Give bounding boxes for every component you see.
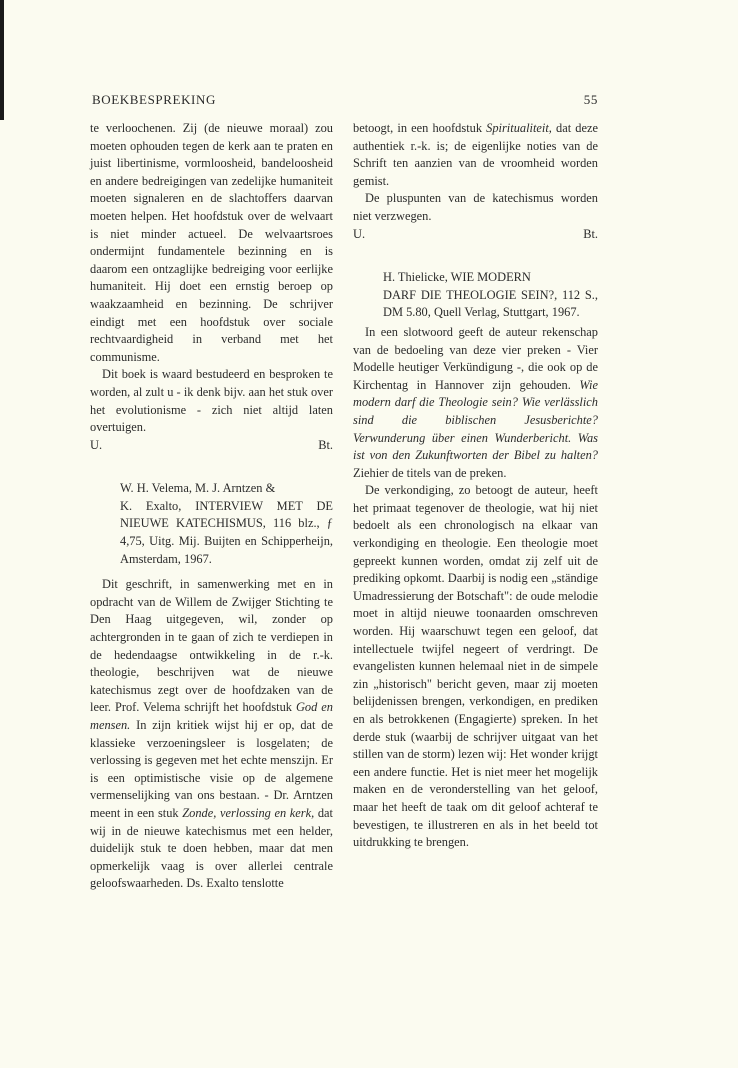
page-number: 55 xyxy=(583,92,598,107)
text-run: dat wij in de nieuwe katechismus met een helder, duidelijk stuk te doen hebben, maar dat men opmerkelijk vaag is over allerlei centrale geloofswaarheden. Ds. Exalto tenslotte xyxy=(90,805,333,891)
section-title: BOEKBESPREKING xyxy=(92,92,216,107)
text-run: In zijn kritiek wijst hij er op, dat de klassieke verzoeningsleer is losgelaten; de verlossing is gegeven met het echte menszijn. Er is een optimistische visie op de algemene vermenselijking van ons bestaan. - Dr. Arntzen meent in een stuk xyxy=(90,718,333,820)
text-run: betoogt, in een hoofdstuk xyxy=(353,121,487,135)
chapter-title: Zonde, verlossing en kerk, xyxy=(182,805,315,820)
paragraph xyxy=(353,324,598,482)
scan-edge-mark xyxy=(0,0,4,120)
paragraph xyxy=(90,576,333,893)
citation-details: DARF DIE THEOLOGIE SEIN?, 112 S., DM 5.80, Quell Verlag, Stuttgart, 1967. xyxy=(383,287,598,320)
paragraph: De verkondiging, zo betoogt de auteur, heeft het primaat tegenover de theologie, wat hij niet bedoelt als een chronologisch na elkaar van verkondiging en theologie. Een theologie moet gepreekt kunnen worden, omdat zij zelf uit de prediking opkomt. Daarbij is nodig een „ständige Umadressierung der Botschaft": de oude melodie moet in altijd nieuwe toonaarden omschreven worden. Hij waarschuwt tegen een geloof, dat intellectuele twijfel negeert of verdringt. De evangelisten kunnen helemaal niet in de simpele zin „historisch" bericht geven, maar zij moeten belijdenissen brengen, verkondigen, en prediken en als betrokkenen (Engagierte) spreken. In het derde stuk (waarbij de schrijver uitgaat van het stillen van de storm) lezen wij: Het wonder krijgt een andere functie. Het is niet meer het mogelijk maken en de veronderstelling van het geloof, maar het heeft de taak om dit geloof achteraf te bevestigen, te illustreren en als in het beeld tot uitdrukking te brengen. xyxy=(353,483,598,850)
text-run: Ziehier de titels van de preken. xyxy=(353,465,507,480)
left-column xyxy=(90,120,333,893)
right-column xyxy=(353,120,598,852)
paragraph: te verloochenen. Zij (de nieuwe moraal) zou moeten ophouden tegen de kerk aan te praten en juist libertinisme, vormloosheid, bandeloosheid en andere bedreigingen van zedelijke humaniteit moeten signaleren en de slachtoffers daarvan moeten helpen. Het hoofdstuk over de welvaart is niet minder actueel. De welvaartsroes ondermijnt fundamentele bezinning en is daarom een ontzaglijke bedreiging voor eerlijke humaniteit. Hij doet een ernstig beroep op waakzaamheid en bezinning. De schrijver eindigt met een hoofdstuk over sociale rechtvaardigheid in verband met het communisme. xyxy=(90,121,333,364)
citation-authors: W. H. Velema, M. J. Arntzen & xyxy=(120,481,276,496)
running-header xyxy=(92,92,598,108)
signature-initial: U. xyxy=(90,437,103,452)
paragraph: Dit boek is waard bestudeerd en besproken te worden, al zult u - ik denk bijv. aan het stuk over het evolutionisme - zich niet altijd laten overtuigen. xyxy=(90,367,333,435)
text-run: dat deze authentiek r.-k. is; de eigenlijke noties van de Schrift ten aanzien van de vroomheid worden gemist. xyxy=(353,121,598,188)
review-signature xyxy=(353,226,598,244)
citation-authors: H. Thielicke, WIE MODERN xyxy=(383,270,531,285)
chapter-title: God en mensen. xyxy=(90,700,333,732)
review-signature xyxy=(90,437,333,455)
signature-initial: Bt. xyxy=(318,437,333,452)
citation-details: K. Exalto, INTERVIEW MET DE NIEUWE KATECHISMUS, 116 blz., ƒ 4,75, Uitg. Mij. Buijten en Schipperheijn, Amsterdam, 1967. xyxy=(120,498,333,566)
sermon-titles: Wie modern darf die Theologie sein? Wie verlässlich sind die biblischen Jesusberichte? Verwunderung über einen Wunderbericht. Was ist von den Zukunftworten der Bibel zu halten? xyxy=(353,377,598,463)
signature-initial: U. xyxy=(353,226,366,241)
paragraph xyxy=(353,120,598,190)
book-citation xyxy=(90,480,333,568)
signature-initial: Bt. xyxy=(583,226,598,241)
text-run: In een slotwoord geeft de auteur rekenschap van de bedoeling van deze vier preken - Vier Modelle heutiger Verkündigung -, die ook op de Kirchentag in Hannover zijn gehouden. xyxy=(353,324,598,392)
text-run: Dit geschrift, in samenwerking met en in opdracht van de Willem de Zwijger Stichting te Den Haag uitgegeven, wil, zonder op achtergronden in te gaan of zich te verdiepen in de hedendaagse ontwikkeling in de r.-k. theologie, beschrijven wat de nieuwe katechismus zegt over de hoofdzaken van de leer. Prof. Velema schrijft het hoofdstuk xyxy=(90,577,333,715)
paragraph: De pluspunten van de katechismus worden niet verzwegen. xyxy=(353,191,598,223)
chapter-title: Spiritualiteit, xyxy=(486,121,552,135)
book-citation xyxy=(353,269,598,322)
